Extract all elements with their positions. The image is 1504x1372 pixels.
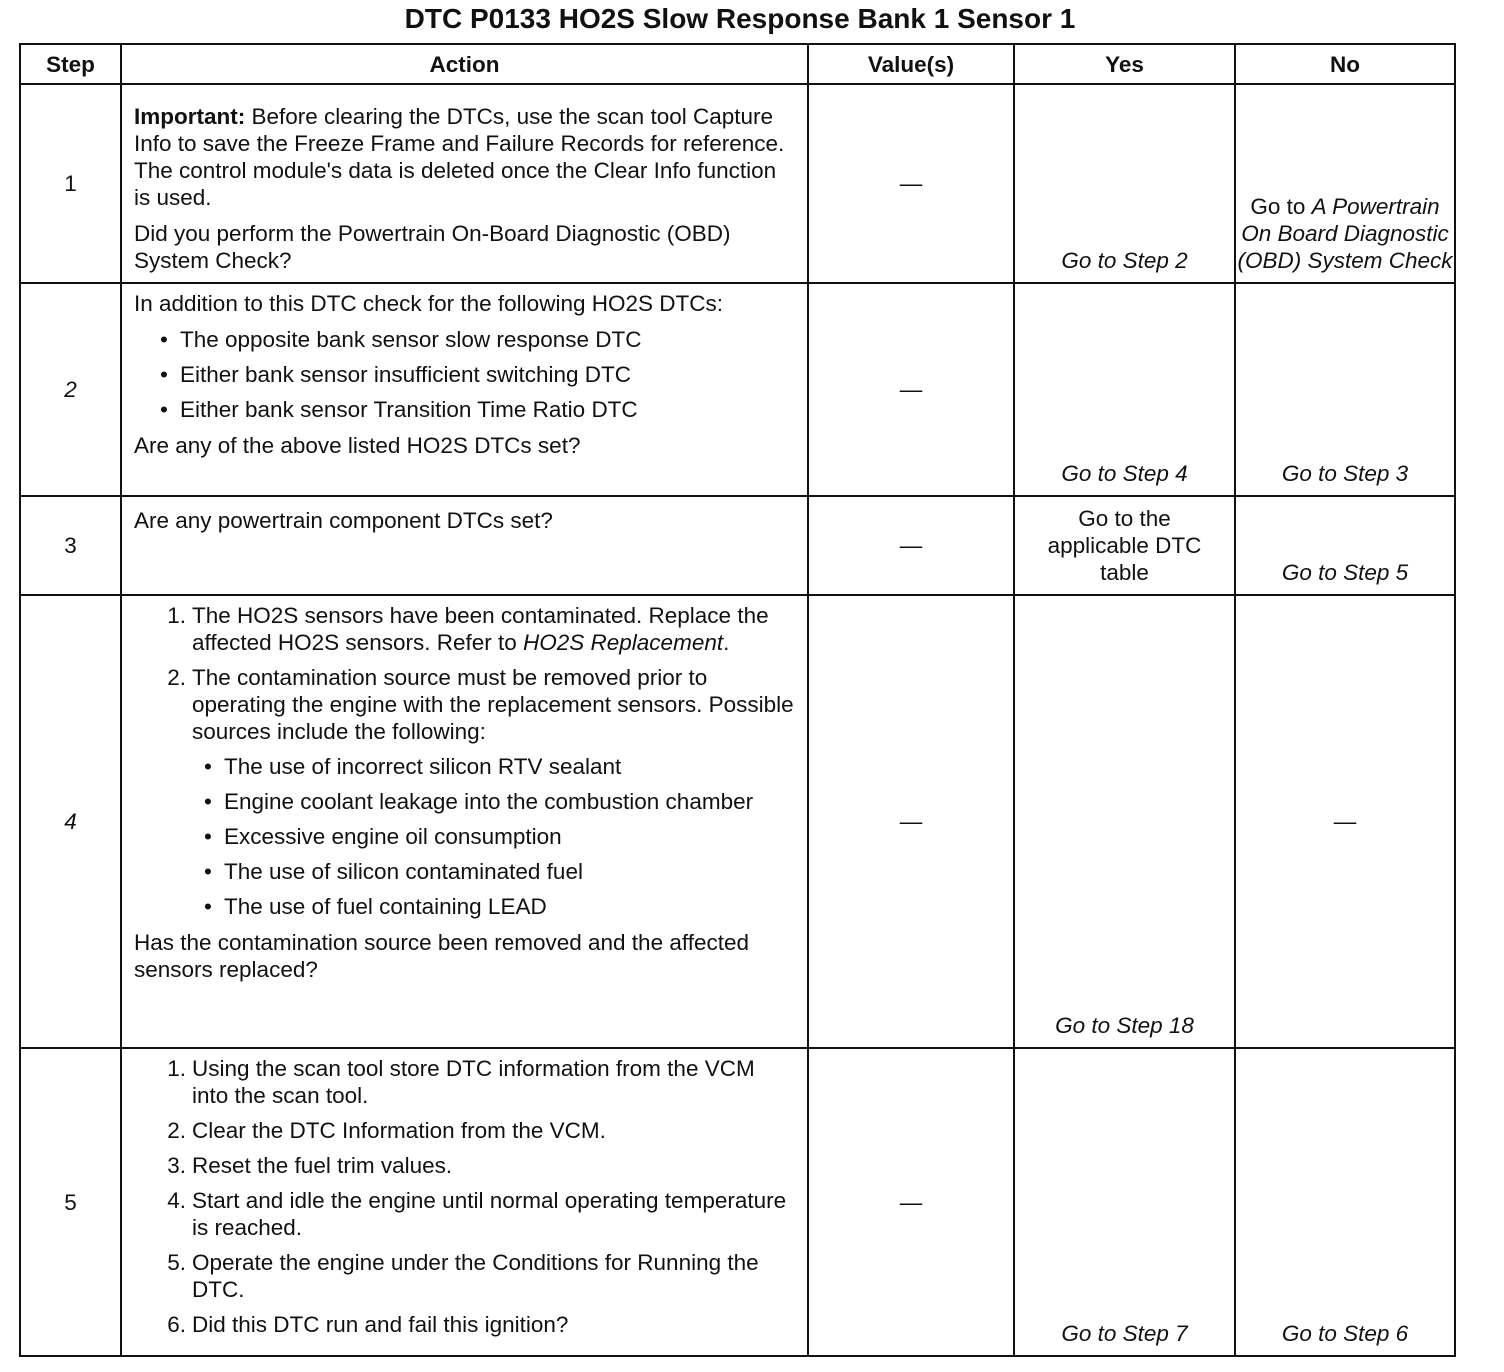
value-cell: — [808,1048,1014,1356]
item-number: 6. [167,1312,186,1337]
value-cell: — [808,283,1014,496]
action-cell [121,283,808,496]
list-item [154,1187,797,1241]
yes-link[interactable]: Go to Step 4 [1014,283,1235,496]
item-number: 4. [167,1188,186,1213]
table-row [20,283,1455,496]
no-link[interactable]: Go to Step 3 [1235,283,1455,496]
list-item: • The opposite bank sensor slow response DTC [158,326,797,353]
table-header-row [20,44,1455,84]
reference-link[interactable]: HO2S Replacement [523,630,724,655]
item-text: The HO2S sensors have been contaminated. Replace the affected HO2S sensors. Refer to [192,603,769,655]
list-item: • Either bank sensor Transition Time Ratio DTC [158,396,797,423]
item-text: Using the scan tool store DTC information from the VCM into the scan tool. [192,1056,755,1108]
list-item [154,602,797,656]
no-value: — [1235,595,1455,1048]
list-item [154,1152,797,1179]
yes-link[interactable]: Go to Step 2 [1014,84,1235,283]
action-cell [121,496,808,595]
action-question: Are any of the above listed HO2S DTCs set? [134,433,581,458]
numbered-list [134,1055,797,1338]
action-cell [121,84,808,283]
action-intro: In addition to this DTC check for the following HO2S DTCs: [134,291,723,316]
item-number: 2. [167,1118,186,1143]
table-row [20,496,1455,595]
action-cell [121,1048,808,1356]
header-action: Action [121,44,808,84]
action-question: Has the contamination source been removed and the affected sensors replaced? [134,930,749,982]
header-no: No [1235,44,1455,84]
table-row [20,1048,1455,1356]
action-question: Did you perform the Powertrain On-Board Diagnostic (OBD) System Check? [134,221,731,273]
bullet-list [192,753,797,920]
header-yes: Yes [1014,44,1235,84]
header-values: Value(s) [808,44,1014,84]
item-text: Did this DTC run and fail this ignition? [192,1312,569,1337]
list-item: • Engine coolant leakage into the combustion chamber [202,788,797,815]
page-title: DTC P0133 HO2S Slow Response Bank 1 Sensor 1 [404,3,1076,34]
list-item: • Either bank sensor insufficient switching DTC [158,361,797,388]
table-row [20,84,1455,283]
item-suffix: . [723,630,730,655]
item-text: Clear the DTC Information from the VCM. [192,1118,606,1143]
yes-link[interactable]: Go to Step 18 [1014,595,1235,1048]
important-label: Important: [134,104,246,129]
list-item: • Excessive engine oil consumption [202,823,797,850]
item-number: 1. [167,603,186,628]
action-question: Are any powertrain component DTCs set? [134,508,553,533]
list-item [154,1055,797,1109]
item-text: Reset the fuel trim values. [192,1153,453,1178]
diagnostic-table [19,43,1456,1357]
no-link[interactable]: Go to Step 5 [1235,496,1455,595]
item-number: 5. [167,1250,186,1275]
step-number: 2 [20,283,121,496]
no-link-prefix: Go to [1250,194,1312,219]
step-number: 4 [20,595,121,1048]
value-cell: — [808,496,1014,595]
action-cell [121,595,808,1048]
no-link[interactable] [1235,84,1455,283]
list-item: • The use of fuel containing LEAD [202,893,797,920]
important-note [134,103,797,211]
list-item: • The use of incorrect silicon RTV sealant [202,753,797,780]
list-item [154,1117,797,1144]
list-item [154,664,797,920]
header-step: Step [20,44,121,84]
numbered-list [134,602,797,920]
item-number: 3. [167,1153,186,1178]
yes-link[interactable]: Go to Step 7 [1014,1048,1235,1356]
step-number: 1 [20,84,121,283]
bullet-list [134,326,797,423]
item-text: The contamination source must be removed prior to operating the engine with the replacement sensors. Possible sources include the following: [192,665,794,744]
important-text: Before clearing the DTCs, use the scan tool Capture Info to save the Freeze Frame and Failure Records for reference. The control module's data is deleted once the Clear Info function is used. [134,104,785,210]
item-number: 1. [167,1056,186,1081]
step-number: 5 [20,1048,121,1356]
item-number: 2. [167,665,186,690]
yes-link[interactable]: Go to the applicable DTC table [1014,496,1235,595]
list-item [154,1249,797,1303]
item-text: Start and idle the engine until normal operating temperature is reached. [192,1188,787,1240]
no-link[interactable]: Go to Step 6 [1235,1048,1455,1356]
no-link-reference: A Powertrain On Board Diagnostic (OBD) System Check [1237,194,1453,273]
list-item [154,1311,797,1338]
table-row [20,595,1455,1048]
value-cell: — [808,595,1014,1048]
step-number: 3 [20,496,121,595]
item-text: Operate the engine under the Conditions for Running the DTC. [192,1250,759,1302]
value-cell: — [808,84,1014,283]
list-item: • The use of silicon contaminated fuel [202,858,797,885]
